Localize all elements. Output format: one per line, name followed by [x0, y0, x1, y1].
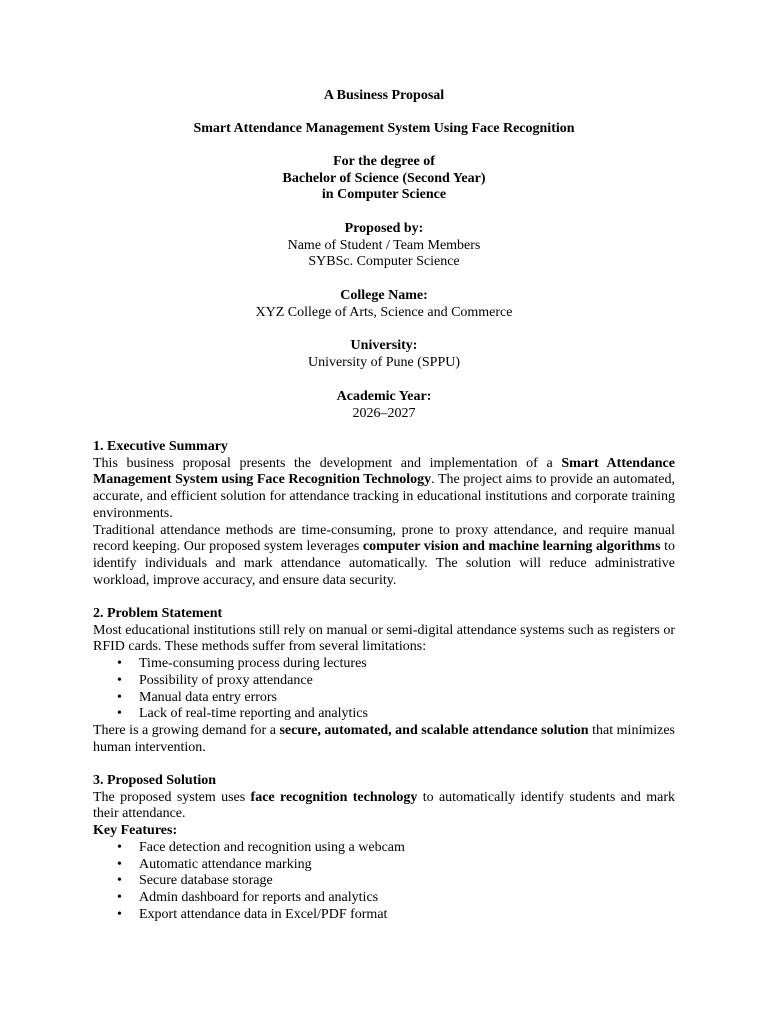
proposed-by-label: Proposed by: [344, 221, 424, 236]
college-value: XYZ College of Arts, Science and Commerce [255, 304, 513, 320]
text-run: that minimizes human intervention. [93, 722, 675, 755]
academic-year-block [0, 389, 768, 422]
text-run: Traditional attendance methods are time-consuming, prone to proxy attendance, and require manual record keeping. Our proposed system leverages [93, 522, 675, 555]
project-title-block [0, 121, 768, 138]
degree-line-2: Bachelor of Science (Second Year) [282, 170, 486, 186]
list-item: • Lack of real-time reporting and analytics [139, 706, 675, 723]
text-run: to automatically identify students and mark their attendance. [93, 789, 676, 822]
list-item: • Secure database storage [139, 873, 675, 890]
text-run: There is a growing demand for a [93, 722, 280, 738]
list-item: • Face detection and recognition using a webcam [139, 840, 675, 857]
problem-statement-closing [93, 723, 675, 756]
list-item: • Manual data entry errors [139, 690, 675, 707]
section-heading-executive-summary: 1. Executive Summary [93, 439, 228, 454]
section-heading-proposed-solution: 3. Proposed Solution [93, 773, 217, 789]
list-item: • Automatic attendance marking [139, 857, 675, 874]
spacer [93, 756, 675, 773]
document-title: A Business Proposal [323, 88, 445, 103]
degree-line-1: For the degree of [333, 154, 435, 169]
university-label: University: [350, 338, 418, 353]
bold-run: face recognition technology [250, 789, 418, 805]
list-item: • Admin dashboard for reports and analytics [139, 890, 675, 907]
university-value: University of Pune (SPPU) [307, 354, 461, 370]
problem-limitations-list [93, 656, 675, 723]
proposed-by-class: SYBSc. Computer Science [308, 254, 460, 270]
college-block [0, 288, 768, 321]
degree-line-3: in Computer Science [321, 187, 447, 203]
spacer [93, 589, 675, 606]
document-body [93, 439, 675, 923]
executive-summary-paragraph-2 [93, 523, 675, 590]
bold-run: computer vision and machine learning algorithms [362, 539, 661, 555]
text-run: This business proposal presents the development and implementation of a [93, 455, 562, 471]
college-label: College Name: [340, 288, 428, 303]
executive-summary-paragraph-1 [93, 456, 675, 523]
bold-run: Smart Attendance Management System using Face Recognition Technology [93, 455, 675, 488]
key-features-label: Key Features: [93, 823, 178, 839]
section-heading-problem-statement: 2. Problem Statement [93, 606, 223, 622]
key-features-list [93, 840, 675, 924]
cover-block [0, 88, 768, 105]
text-run: . The project aims to provide an automated, accurate, and efficient solution for attendance tracking in educational institutions and corporate training environments. [93, 472, 675, 521]
academic-year-value: 2026–2027 [352, 405, 416, 421]
list-item: • Export attendance data in Excel/PDF format [139, 907, 675, 924]
problem-statement-intro: Most educational institutions still rely on manual or semi-digital attendance systems such as registers or RFID cards. These methods suffer from several limitations: [93, 622, 675, 655]
academic-year-label: Academic Year: [336, 389, 432, 404]
proposed-solution-intro [93, 790, 675, 823]
project-title: Smart Attendance Management System Using Face Recognition [193, 121, 575, 136]
proposed-by-block [0, 221, 768, 271]
list-item: • Time-consuming process during lectures [139, 656, 675, 673]
bold-run: secure, automated, and scalable attendance solution [279, 722, 589, 738]
university-block [0, 338, 768, 371]
text-run: The proposed system uses [93, 789, 251, 805]
degree-block [0, 154, 768, 204]
proposed-by-name: Name of Student / Team Members [287, 237, 481, 253]
text-run: to identify individuals and mark attendance automatically. The solution will reduce administrative workload, improve accuracy, and ensure data security. [93, 539, 675, 588]
list-item: • Possibility of proxy attendance [139, 673, 675, 690]
